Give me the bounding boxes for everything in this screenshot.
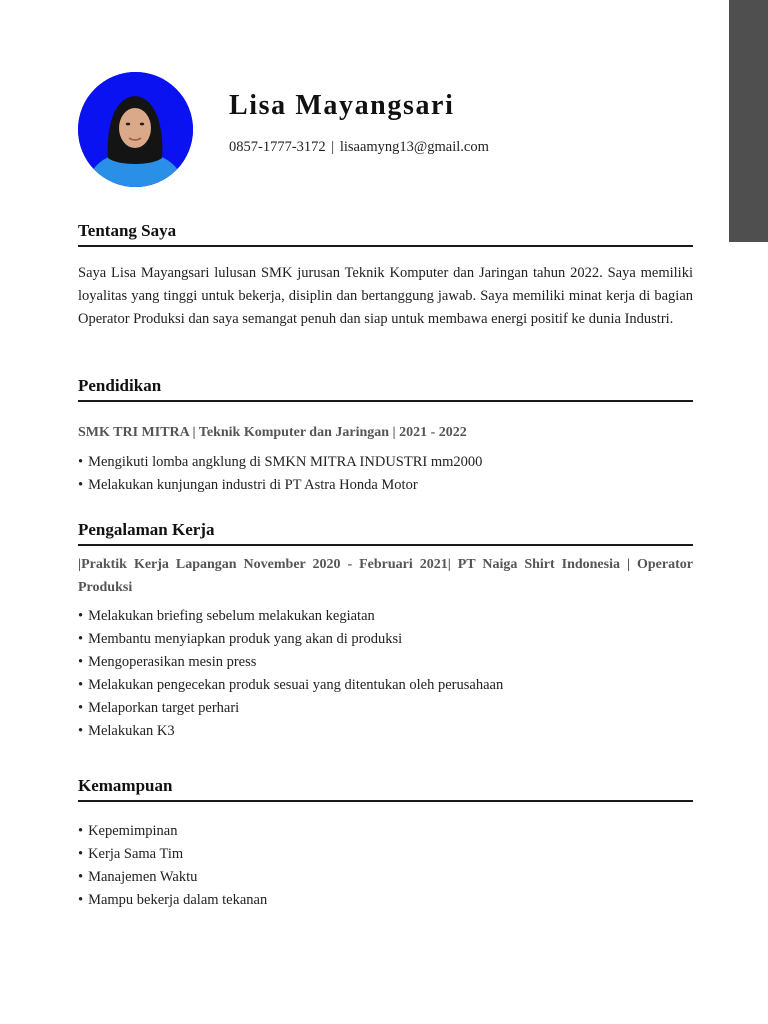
experience-section (78, 521, 693, 743)
list-item: • Mengoperasikan mesin press (78, 651, 693, 674)
skills-list (78, 820, 693, 912)
list-item: • Melakukan kunjungan industri di PT Astra Honda Motor (78, 474, 693, 497)
list-item: • Melaporkan target perhari (78, 697, 693, 720)
candidate-name: Lisa Mayangsari (229, 90, 455, 121)
list-item: • Melakukan pengecekan produk sesuai yang ditentukan oleh perusahaan (78, 674, 693, 697)
phone-number: 0857-1777-3172 (229, 139, 326, 155)
experience-entry: |Praktik Kerja Lapangan November 2020 - Februari 2021| PT Naiga Shirt Indonesia | Operator Produksi (78, 557, 693, 595)
profile-photo-graphic (78, 72, 193, 187)
list-item: • Mampu bekerja dalam tekanan (78, 889, 693, 912)
skills-title: Kemampuan (78, 777, 693, 802)
profile-photo (78, 72, 193, 187)
list-item: • Mengikuti lomba angklung di SMKN MITRA INDUSTRI mm2000 (78, 451, 693, 474)
experience-title: Pengalaman Kerja (78, 521, 693, 546)
education-section (78, 377, 693, 497)
list-item: • Melakukan K3 (78, 720, 693, 743)
education-entry: SMK TRI MITRA | Teknik Komputer dan Jaringan | 2021 - 2022 (78, 425, 467, 440)
education-list (78, 451, 693, 497)
list-item: • Kerja Sama Tim (78, 843, 693, 866)
skills-section (78, 777, 693, 912)
contact-separator: | (331, 139, 335, 155)
contact-line (229, 139, 489, 156)
experience-list (78, 605, 693, 743)
about-title: Tentang Saya (78, 222, 693, 247)
list-item: • Manajemen Waktu (78, 866, 693, 889)
about-section (78, 222, 693, 331)
list-item: • Kepemimpinan (78, 820, 693, 843)
education-title: Pendidikan (78, 377, 693, 402)
side-tab[interactable] (729, 0, 768, 242)
about-text: Saya Lisa Mayangsari lulusan SMK jurusan Teknik Komputer dan Jaringan tahun 2022. Saya memiliki loyalitas yang tinggi untuk bekerja, disiplin dan bertanggung jawab. Saya memiliki minat kerja di bagian Operator Produksi dan saya semangat penuh dan siap untuk membawa energi positif ke dunia Industri. (78, 265, 693, 327)
list-item: • Membantu menyiapkan produk yang akan di produksi (78, 628, 693, 651)
list-item: • Melakukan briefing sebelum melakukan kegiatan (78, 605, 693, 628)
email-address[interactable]: lisaamyng13@gmail.com (339, 139, 489, 155)
